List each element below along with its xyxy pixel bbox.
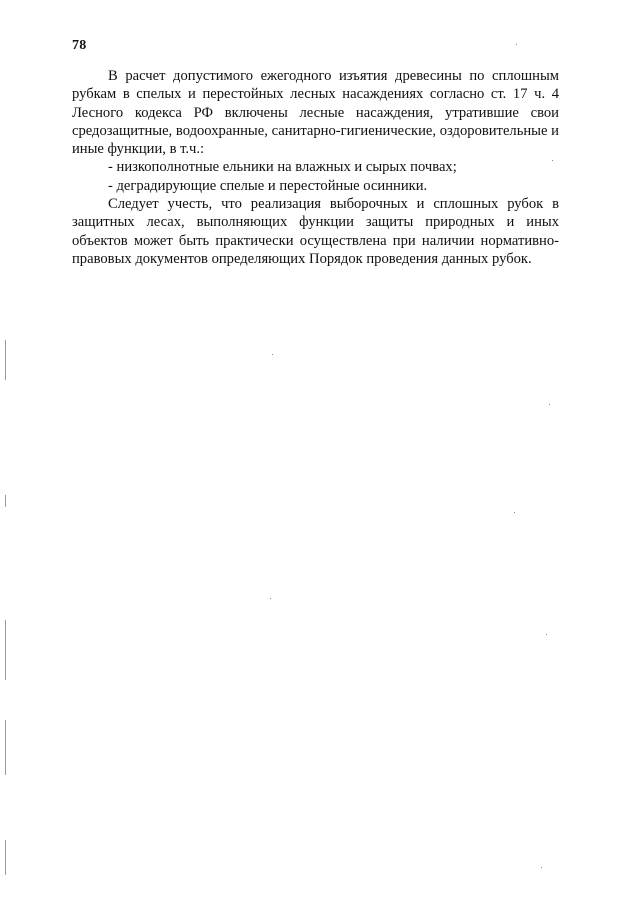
scan-artifact (5, 620, 6, 680)
body-text (72, 67, 559, 268)
scan-speck (516, 44, 517, 45)
scan-artifact (5, 720, 6, 775)
scan-artifact (5, 340, 6, 380)
scan-speck (552, 160, 553, 161)
scan-artifact (5, 495, 6, 507)
scan-speck (549, 404, 550, 405)
scan-speck (514, 512, 515, 513)
scan-speck (272, 354, 273, 355)
page-number: 78 (72, 38, 87, 53)
scan-speck (546, 634, 547, 635)
list-item-aspen: - деградирующие спелые и перестойные осинники. (108, 177, 428, 194)
paragraph-protective-forests: Следует учесть, что реализация выборочных и сплошных рубок в защитных лесах, выполняющих функции защиты природных и иных объектов может быть практически осуществлена при наличии нормативно-правовых документов определяющих Порядок проведения данных рубок. (72, 196, 559, 267)
list-item-spruce: - низкополнотные ельники на влажных и сырых почвах; (108, 159, 457, 176)
scan-artifact (5, 840, 6, 875)
scan-speck (270, 598, 271, 599)
paragraph-allowable-cut: В расчет допустимого ежегодного изъятия древесины по сплошным рубкам в спелых и перестойных лесных насаждениях согласно ст. 17 ч. 4 Лесного кодекса РФ включены лесные насаждения, утратившие свои средозащитные, водоохранные, санитарно-гигиенические, оздоровительные и иные функции, в т.ч.: (72, 68, 559, 158)
scan-speck (541, 867, 542, 868)
